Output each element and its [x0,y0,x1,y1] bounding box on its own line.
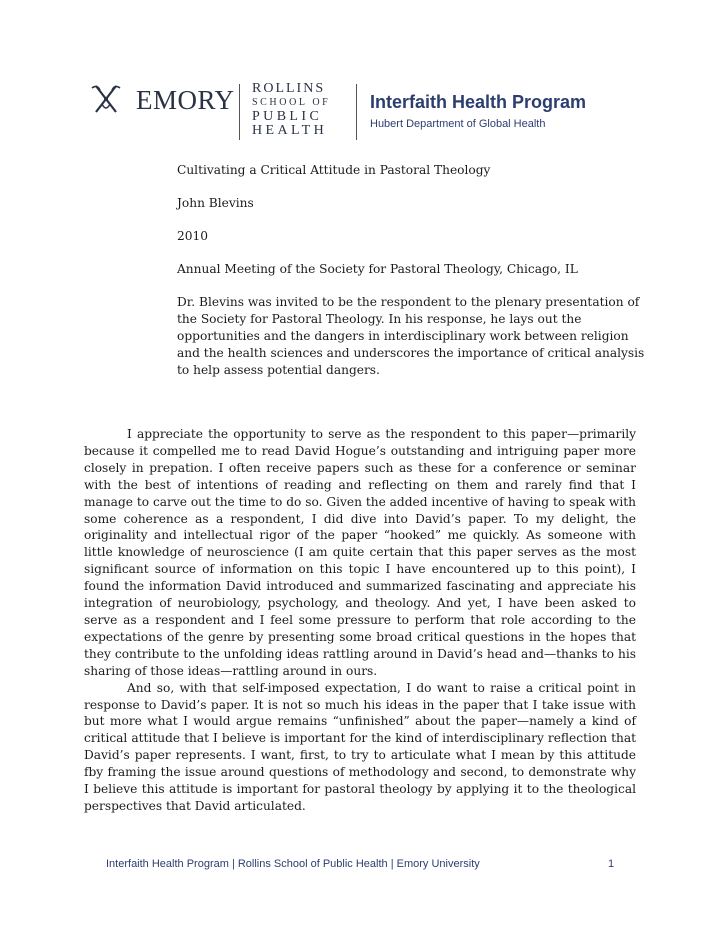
page-number: 1 [608,858,615,870]
department-name: Hubert Department of Global Health [370,118,546,130]
rollins-line: HEALTH [252,123,328,138]
header-divider [356,84,357,140]
emory-wordmark: EMORY [136,85,235,115]
rollins-line: ROLLINS [252,81,326,96]
meta-value: 2010 [177,229,209,243]
body-paragraph: And so, with that self-imposed expectation, I do want to raise a critical point in response to David’s paper. It is not so much his ideas in the paper that I take issue with but more what I would argue remains “unfinished” about the paper—namely a kind of critical attitude that I believe is important for the kind of interdisciplinary reflection that David’s paper represents. I want, first, to try to articulate what I mean by this attitude fby framing the issue around questions of methodology and second, to demonstrate why I believe this attitude is important for pastoral theology by applying it to the theological perspectives that David articulated. [84,680,636,813]
meta-value: John Blevins [177,196,254,210]
body-paragraph: I appreciate the opportunity to serve as the respondent to this paper—primarily because it compelled me to read David Hogue’s outstanding and intriguing paper more closely in prepation. I often receive papers such as these for a conference or seminar with the best of intentions of reading and reflecting on them and rarely find that I manage to carve out the time to do so. Given the added incentive of having to speak with some coherence as a respondent, I did dive into David’s paper. To my delight, the originality and intellectual rigor of the paper “hooked” me quickly. As someone with little knowledge of neuroscience (I am quite certain that this paper serves as the most significant source of information on this topic I have encountered up to this point), I found the information David introduced and summarized fascinating and appreciate his integration of neurobiology, psychology, and theology. And yet, I have been asked to serve as a respondent and I feel some pressure to perform that role according to the expectations of the genre by presenting some broad critical questions in the hopes that they contribute to the unfolding ideas rattling around in David’s head and—thanks to his sharing of those ideas—rattling around in ours. [84,427,636,678]
document-body [84,426,636,815]
background-line: to help assess potential dangers. [177,363,380,377]
header-divider [239,84,240,140]
meta-value: Cultivating a Critical Attitude in Pastoral Theology [177,163,491,177]
meta-value [177,294,645,379]
background-line: Dr. Blevins was invited to be the respondent to the plenary presentation of [177,295,640,309]
page-footer: Interfaith Health Program | Rollins School of Public Health | Emory University [106,858,480,870]
program-name: Interfaith Health Program [370,92,587,112]
rollins-line: PUBLIC [252,109,323,124]
meta-value: Annual Meeting of the Society for Pastoral Theology, Chicago, IL [177,262,578,276]
background-line: the Society for Pastoral Theology. In his response, he lays out the [177,312,582,326]
background-line: and the health sciences and underscores the importance of critical analysis [177,346,645,360]
emory-torch-logo-icon [88,82,124,118]
background-line: opportunities and the dangers in interdisciplinary work between religion [177,329,629,343]
rollins-wordmark [252,82,330,138]
letterhead [84,78,587,144]
rollins-line: SCHOOL OF [252,97,331,108]
